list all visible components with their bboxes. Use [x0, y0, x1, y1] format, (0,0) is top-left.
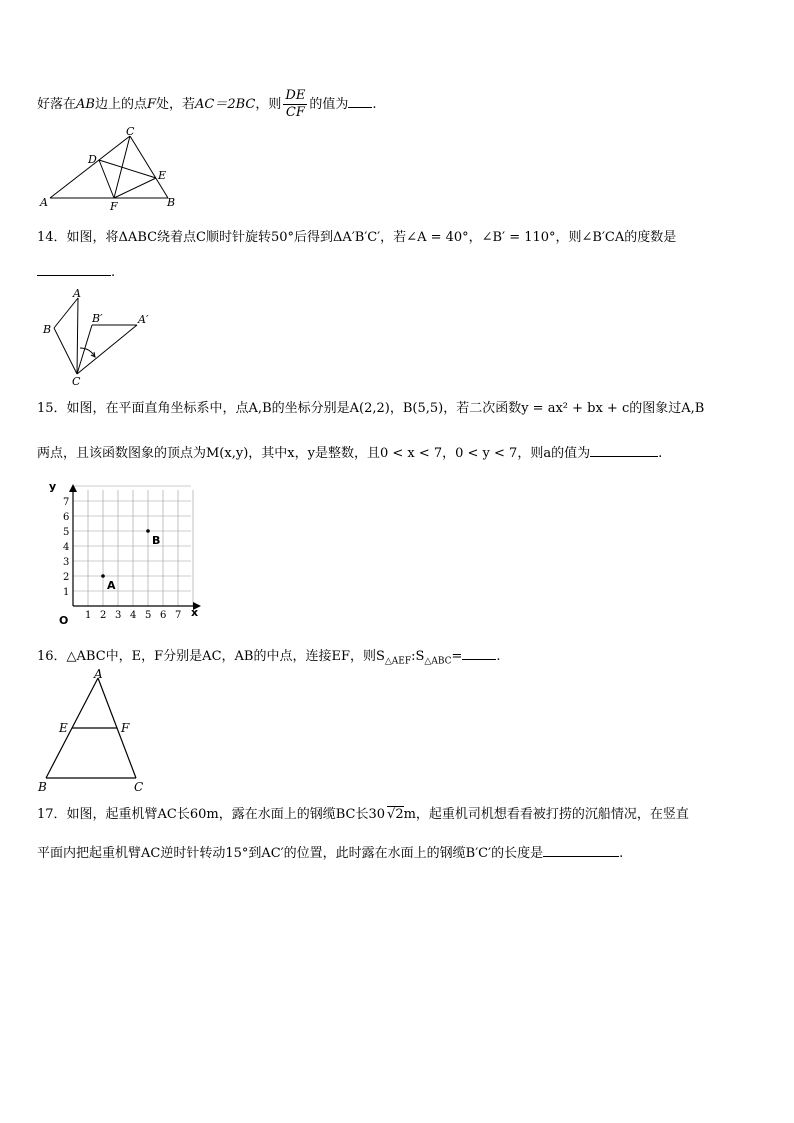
q13-label-c: C — [126, 125, 135, 138]
q14-label-a: A — [73, 287, 81, 300]
q15-coordinate-grid — [45, 478, 205, 627]
answer-blank-14[interactable] — [37, 261, 111, 276]
q13-label-f: F — [110, 200, 118, 213]
q14-figure — [40, 288, 165, 388]
x-tick-label: 2 — [100, 610, 107, 621]
q16-figure — [38, 668, 158, 794]
y-axis-arrow — [69, 484, 77, 492]
x-tick-label: 7 — [175, 610, 182, 621]
point-a-label: A — [107, 579, 116, 592]
point-b-label: B — [152, 534, 161, 547]
q16-label-e: E — [59, 721, 68, 735]
q16-text: 16．△ABC中，E，F分别是AC，AB的中点，连接EF，则$S_{\triangle AEF}:S_{\triangle ABC}=$ . — [37, 645, 501, 671]
q14-label-a-prime: A′ — [138, 313, 149, 326]
answer-blank-13[interactable] — [348, 93, 372, 108]
q15-line2: 两点，且该函数图象的顶点为M(x,y)，其中x，y是整数，且0 < x < 7，0 < y < 7，则a的值为 . — [37, 442, 662, 463]
y-tick-label: 3 — [63, 557, 70, 568]
q17-line2: 平面内把起重机臂AC逆时针转动15°到AC′的位置，此时露在水面上的钢缆B′C′的长度是 . — [37, 842, 623, 863]
point-a — [101, 574, 105, 578]
q16-label-b: B — [38, 780, 47, 794]
origin-label: O — [59, 614, 69, 627]
q13-label-b: B — [167, 196, 176, 209]
point-b — [146, 529, 150, 533]
q17-line1: 17．如图，起重机臂AC长60m，露在水面上的钢缆BC长30 √2m，起重机司机想看看被打捞的沉船情况，在竖直 — [37, 807, 689, 822]
q13-label-d: D — [88, 153, 97, 166]
y-tick-label: 4 — [63, 542, 70, 553]
y-tick-label: 2 — [63, 572, 70, 583]
q14-line2: . — [37, 261, 115, 282]
q14-label-b: B — [43, 323, 52, 336]
answer-blank-17[interactable] — [543, 842, 619, 857]
x-tick-label: 1 — [85, 610, 92, 621]
y-tick-label: 5 — [63, 527, 70, 538]
y-tick-label: 7 — [63, 497, 70, 508]
q14-line1: 14．如图，将ΔABC绕着点C顺时针旋转50°后得到ΔA′B′C′，若∠A = 40°，∠B′ = 110°，则∠B′CA的度数是 — [37, 230, 677, 245]
x-tick-label: 3 — [115, 610, 122, 621]
q16-label-c: C — [134, 780, 144, 794]
q15-line1: 15．如图，在平面直角坐标系中，点A,B的坐标分别是A(2,2)，B(5,5)，若二次函数y = ax² + bx + c的图象过A,B — [37, 401, 705, 416]
q14-label-c: C — [72, 375, 81, 388]
q13-label-e: E — [158, 169, 167, 182]
q16-label-f: F — [121, 721, 130, 735]
x-tick-label: 5 — [145, 610, 152, 621]
y-axis-label: y — [49, 480, 57, 493]
q14-label-b-prime: B′ — [92, 312, 103, 325]
x-tick-label: 4 — [130, 610, 137, 621]
answer-blank-16[interactable] — [462, 645, 496, 660]
x-axis-label: x — [191, 606, 199, 619]
answer-blank-15[interactable] — [590, 442, 658, 457]
q13-text: 好落在AB边上的点F处，若AC＝2BC，则 $\frac{DE}{CF}$ 的值为 . — [37, 88, 377, 120]
y-tick-label: 6 — [63, 512, 70, 523]
q16-label-a: A — [94, 667, 103, 681]
x-tick-label: 6 — [160, 610, 167, 621]
q13-figure — [38, 126, 188, 212]
fraction-de-cf: $\frac{DE}{CF}$ — [285, 88, 306, 120]
y-tick-label: 1 — [63, 587, 70, 598]
q13-label-a: A — [40, 196, 48, 209]
